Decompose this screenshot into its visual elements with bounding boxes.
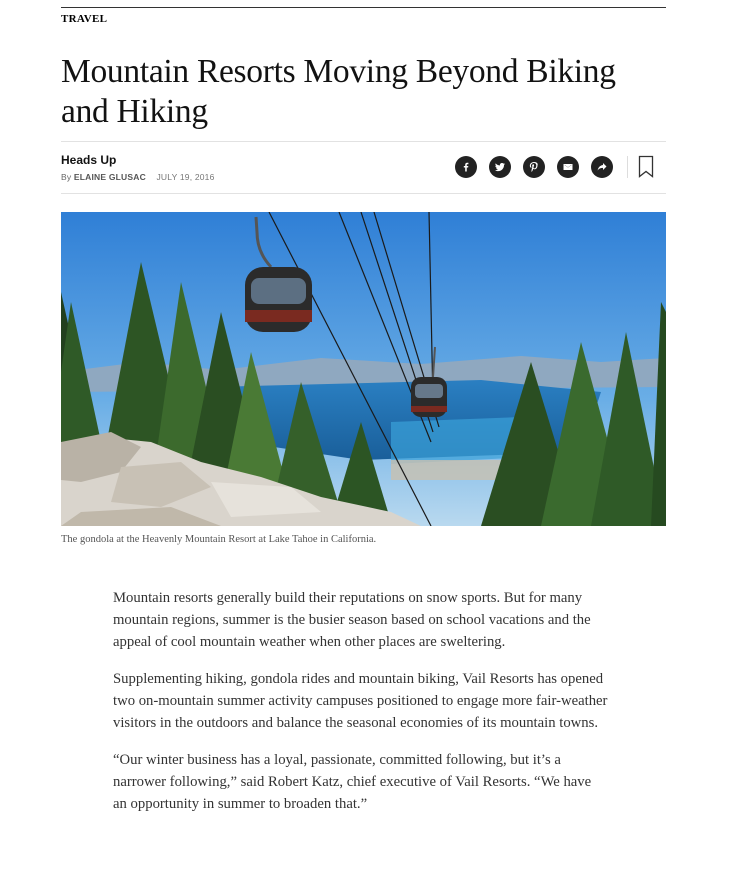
byline-author[interactable]: ELAINE GLUSAC <box>73 172 146 182</box>
article-body <box>113 587 608 830</box>
share-toolbar <box>455 156 613 178</box>
byline-prefix: By <box>61 172 72 182</box>
section-label[interactable]: TRAVEL <box>61 13 108 25</box>
email-icon[interactable] <box>557 156 579 178</box>
divider <box>61 141 666 142</box>
facebook-icon[interactable] <box>455 156 477 178</box>
twitter-icon[interactable] <box>489 156 511 178</box>
column-kicker[interactable]: Heads Up <box>61 153 117 167</box>
pinterest-icon[interactable] <box>523 156 545 178</box>
byline <box>61 172 215 182</box>
paragraph: “Our winter business has a loyal, passionate, committed following, but it’s a narrower following,” said Robert Katz, chief executive of Vail Resorts. “We have an opportunity in summer to broaden that.” <box>113 752 592 812</box>
share-icon[interactable] <box>591 156 613 178</box>
photo-caption: The gondola at the Heavenly Mountain Resort at Lake Tahoe in California. <box>61 534 377 545</box>
share-divider <box>627 156 628 178</box>
paragraph: Mountain resorts generally build their reputations on snow sports. But for many mountain regions, summer is the busier season based on school vacations and the appeal of cool mountain weather when other places are sweltering. <box>113 590 591 650</box>
headline: Mountain Resorts Moving Beyond Biking and Hiking <box>61 53 616 130</box>
lead-photo <box>61 212 666 526</box>
divider <box>61 193 666 194</box>
bookmark-icon[interactable] <box>638 155 654 179</box>
top-rule <box>61 7 666 8</box>
byline-date: JULY 19, 2016 <box>156 172 215 182</box>
paragraph: Supplementing hiking, gondola rides and mountain biking, Vail Resorts has opened two on-mountain summer activity campuses positioned to engage more fair-weather visitors in the outdoors and balance the seasonal economies of its mountain towns. <box>113 671 608 731</box>
